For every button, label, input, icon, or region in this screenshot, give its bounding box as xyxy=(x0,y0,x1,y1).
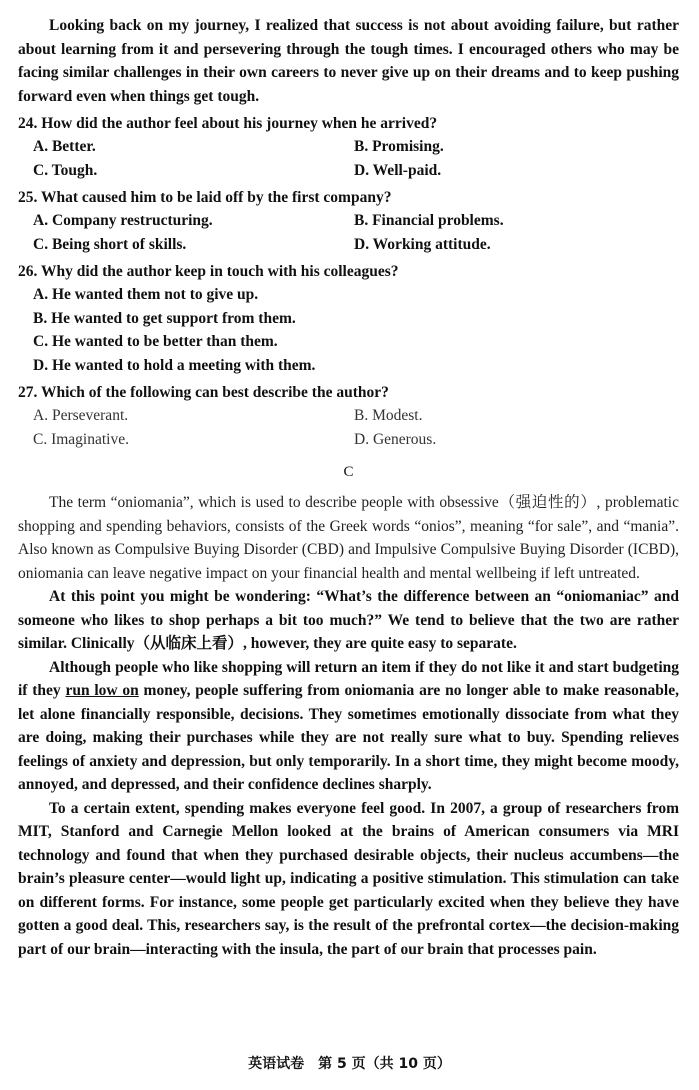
option-c: C. Tough. xyxy=(33,161,98,179)
option-b: B. Financial problems. xyxy=(354,212,504,229)
passage-paragraph-1: The term “oniomania”, which is used to describe people with obsessive（强迫性的）, problematic shopping and spending behaviors, consists of the Greek words “onios”, meaning “for sale”, and “mania”. Also known as Compulsive Buying Disorder (CBD) and Impulsive Compulsive Buying Disorder (ICBD), oniomania can leave negative impact on your financial health and mental wellbeing if left untreated. xyxy=(18,494,679,582)
section-heading: C xyxy=(343,464,354,480)
options-list xyxy=(18,283,679,377)
option-c: C. He wanted to be better than them. xyxy=(33,333,278,350)
question-stem: 27. Which of the following can best describe the author? xyxy=(18,384,389,401)
page-footer: 英语试卷 第 5 页（共 10 页） xyxy=(248,1056,451,1072)
option-a: A. Company restructuring. xyxy=(33,212,213,229)
options-grid xyxy=(18,209,679,256)
question-stem: 25. What caused him to be laid off by the first company? xyxy=(18,189,392,206)
question-stem: 24. How did the author feel about his journey when he arrived? xyxy=(18,115,438,132)
passage-paragraph-4: To a certain extent, spending makes everyone feel good. In 2007, a group of researchers from MIT, Stanford and Carnegie Mellon looked at the brains of American consumers via MRI technology and found that when they purchased desirable objects, their nucleus accumbens—the brain’s pleasure center—would light up, indicating a positive stimulation. This stimulation can take on different forms. For instance, some people get particularly excited when they believe they have gotten a good deal. This, researchers say, is the result of the prefrontal cortex—the decision-making part of our brain—interacting with the insula, the part of our brain that processes pain. xyxy=(18,799,679,958)
option-c: C. Imaginative. xyxy=(33,430,129,448)
question-27 xyxy=(18,381,679,451)
option-b: B. Promising. xyxy=(354,138,444,155)
question-26 xyxy=(18,260,679,377)
option-a: A. Better. xyxy=(33,138,96,155)
question-stem: 26. Why did the author keep in touch with his colleagues? xyxy=(18,263,399,280)
option-a: A. Perseverant. xyxy=(33,407,129,424)
option-d: D. Well-paid. xyxy=(354,161,442,179)
option-d: D. Generous. xyxy=(354,430,437,448)
option-d: D. Working attitude. xyxy=(354,235,491,253)
underlined-phrase: run low on xyxy=(65,682,139,699)
question-24 xyxy=(18,112,679,182)
option-c: C. Being short of skills. xyxy=(33,235,187,253)
option-a: A. He wanted them not to give up. xyxy=(33,286,259,303)
options-grid xyxy=(18,135,679,182)
intro-paragraph: Looking back on my journey, I realized that success is not about avoiding failure, but rather about learning from it and persevering through the tough times. I encouraged others who may be facing similar challenges in their own careers to never give up on their dreams and to keep pushing forward even when things get tough. xyxy=(18,17,679,105)
option-b: B. Modest. xyxy=(354,407,423,424)
passage-paragraph-2: At this point you might be wondering: “What’s the difference between an “oniomaniac” and someone who likes to shop perhaps a bit too much?” We tend to believe that the two are rather similar. Clinically（从临床上看）, however, they are quite easy to separate. xyxy=(18,588,679,652)
paragraph-text: Although people who like shopping will return an item if they do not like it and start budgeting if they xyxy=(18,658,679,699)
option-b: B. He wanted to get support from them. xyxy=(33,309,296,327)
question-25 xyxy=(18,186,679,256)
option-d: D. He wanted to hold a meeting with them. xyxy=(33,356,316,374)
passage-paragraph-3 xyxy=(18,656,679,797)
paragraph-text: money, people suffering from oniomania are no longer able to make reasonable, let alone financially responsible, decisions. They sometimes emotionally dissociate from what they are doing, making their purchases while they are not really sure what to buy. Spending relieves feelings of anxiety and depression, but only temporarily. In a short time, they might become moody, annoyed, and depressed, and their confidence declines sharply. xyxy=(18,682,679,793)
options-grid xyxy=(18,404,679,451)
